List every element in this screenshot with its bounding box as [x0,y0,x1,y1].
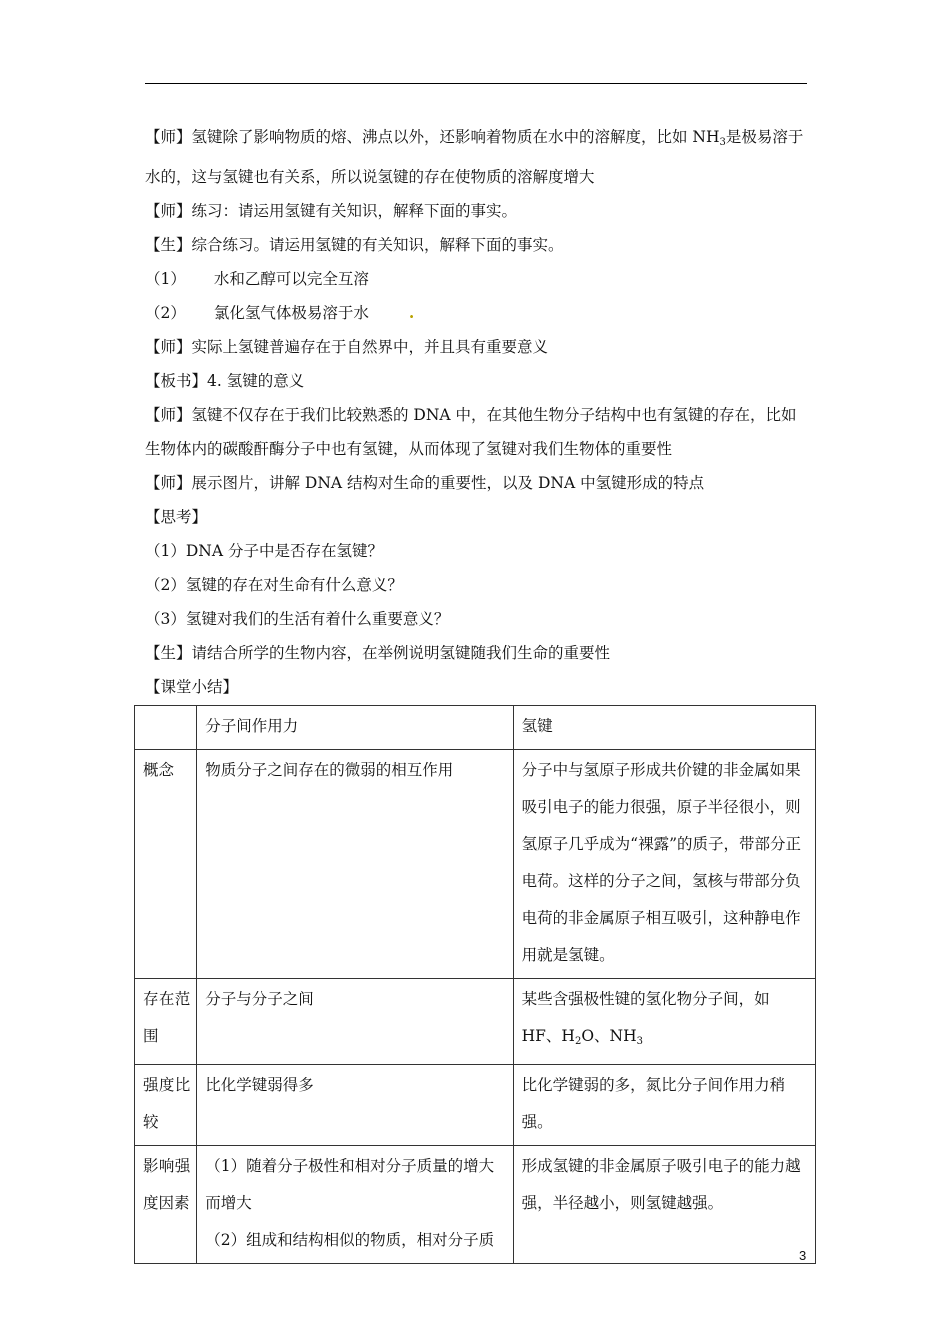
document-body [145,120,810,704]
item-text: 氯化氢气体极易溶于水 [213,304,369,322]
text: 于水的，这与氢键也有关系，所以说氢键的存在使物质的溶解度增大 [145,128,804,186]
table-cell [513,979,815,1065]
table-header-cell: 氢键 [513,706,815,750]
table-row [135,979,816,1065]
text: 是极易溶 [725,128,788,146]
item-number: （1） [145,270,186,288]
factor-item-1: （1）随着分子极性和相对分子质量的增大而增大 [205,1157,495,1212]
think-heading: 【思考】 [145,508,208,526]
think-question-1: （1）DNA 分子中是否存在氢键？ [145,542,383,560]
summary-table [134,705,816,1264]
row-label-scope: 存在范围 [135,979,197,1065]
row-label-factors: 影响强度因素 [135,1146,197,1264]
table-cell [135,706,197,750]
table-header-cell: 分子间作用力 [197,706,513,750]
table-row [135,750,816,979]
table-cell: 形成氢键的非金属原子吸引电子的能力越强，半径越小，则氢键越强。 [513,1146,815,1264]
summary-heading: 【课堂小结】 [145,678,239,696]
row-label-strength: 强度比较 [135,1065,197,1146]
paragraph-teacher-exercise: 【师】练习：请运用氢键有关知识，解释下面的事实。 [145,202,518,220]
table-cell: 比化学键弱得多 [197,1065,513,1146]
item-text: 水和乙醇可以完全互溶 [213,270,369,288]
factor-item-2: （2）组成和结构相似的物质，相对分子质 [205,1231,495,1249]
text: 某些含强极性键的氢化物分子间，如 HF、H [521,990,770,1045]
think-question-2: （2）氢键的存在对生命有什么意义？ [145,576,403,594]
table-cell [197,1146,513,1264]
board-heading: 【板书】4. 氢键的意义 [145,372,305,390]
table-cell: 分子与分子之间 [197,979,513,1065]
table-row [135,1065,816,1146]
paragraph-teacher-solubility [145,120,810,194]
table-cell: 物质分子之间存在的微弱的相互作用 [197,750,513,979]
think-question-3: （3）氢键对我们的生活有着什么重要意义？ [145,610,450,628]
paragraph-teacher-nature: 【师】实际上氢键普遍存在于自然界中，并且具有重要意义 [145,338,549,356]
table-row [135,706,816,750]
subscript: 3 [719,137,726,148]
row-label-concept: 概念 [135,750,197,979]
exercise-item-1 [145,262,810,296]
page-number: 3 [799,1248,807,1263]
paragraph-student-exercise: 【生】综合练习。请运用氢键的有关知识，解释下面的事实。 [145,236,564,254]
table-cell: 分子中与氢原子形成共价键的非金属如果吸引电子的能力很强，原子半径很小，则氢原子几乎成为“裸露”的质子，带部分正电荷。这样的分子之间，氢核与带部分负电荷的非金属原子相互吸引，这种静电作用就是氢键。 [513,750,815,979]
paragraph-teacher-images: 【师】展示图片，讲解 DNA 结构对生命的重要性，以及 DNA 中氢键形成的特点 [145,474,705,492]
text: O、NH [581,1027,637,1045]
subscript: 3 [636,1036,643,1047]
item-number: （2） [145,304,186,322]
table-row [135,1146,816,1264]
paragraph-teacher-dna: 【师】氢键不仅存在于我们比较熟悉的 DNA 中，在其他生物分子结构中也有氢键的存在，比如生物体内的碳酸酐酶分子中也有氢键，从而体现了氢键对我们生物体的重要性 [145,406,797,458]
exercise-item-2 [145,296,810,330]
subscript: 2 [574,1036,582,1047]
paragraph-student-examples: 【生】请结合所学的生物内容，在举例说明氢键随我们生命的重要性 [145,644,611,662]
header-rule [145,83,807,84]
table-cell: 比化学键弱的多，氮比分子间作用力稍强。 [513,1065,815,1146]
text: 【师】氢键除了影响物质的熔、沸点以外，还影响着物质在水中的溶解度，比如 NH [145,128,720,146]
stray-dot: . [408,303,415,322]
